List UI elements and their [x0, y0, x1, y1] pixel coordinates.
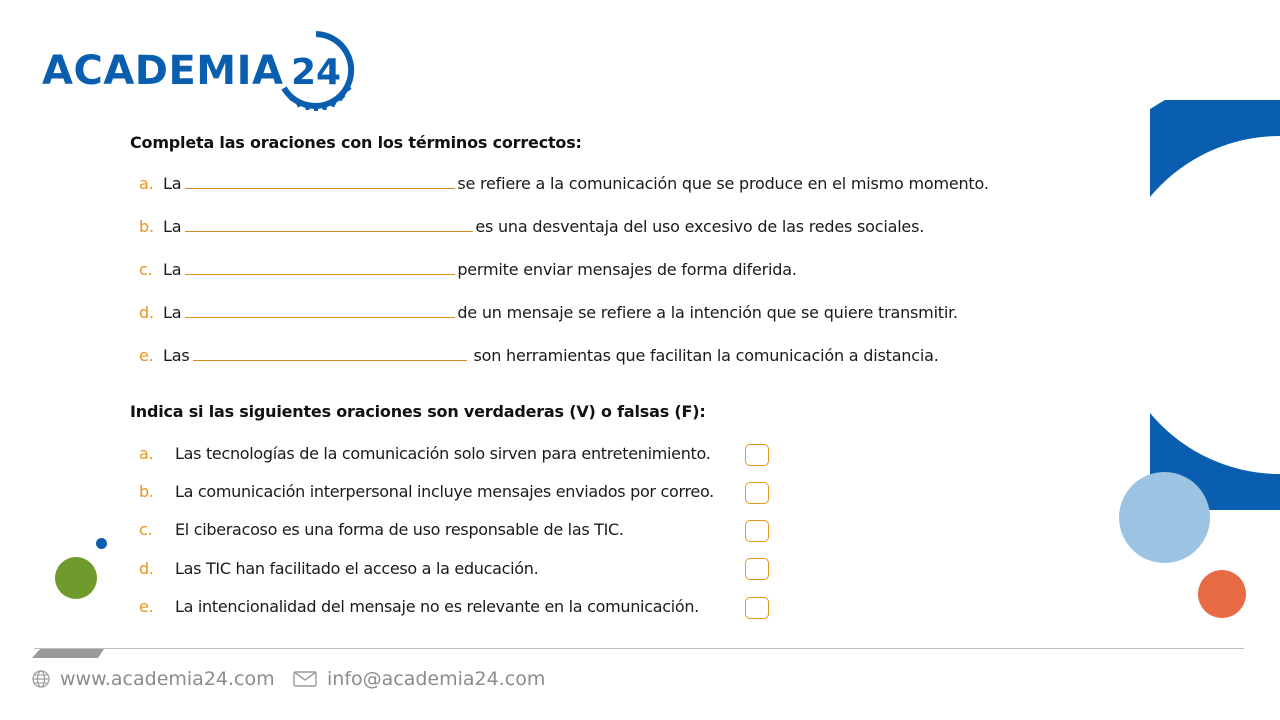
tf-item-d: [139, 559, 538, 578]
answer-blank-d[interactable]: [185, 301, 455, 318]
logo-24-badge: [274, 28, 358, 112]
answer-blank-c[interactable]: [185, 258, 455, 275]
academia24-logo: [42, 28, 372, 112]
fill-item-a: [139, 172, 989, 193]
item-letter: a.: [139, 174, 154, 193]
item-letter: c.: [139, 260, 153, 279]
item-text: Las TIC han facilitado el acceso a la educación.: [175, 559, 539, 578]
item-suffix: se refiere a la comunicación que se produce en el mismo momento.: [457, 174, 989, 193]
item-letter: a.: [139, 444, 154, 463]
item-text: La comunicación interpersonal incluye mensajes enviados por correo.: [175, 482, 714, 501]
item-text: La intencionalidad del mensaje no es relevante en la comunicación.: [175, 597, 699, 616]
fill-item-b: [139, 215, 924, 236]
footer-tab-shape: [32, 649, 104, 658]
item-prefix: La: [163, 303, 182, 322]
item-prefix: Las: [163, 346, 190, 365]
decorative-green-circle: [55, 557, 97, 599]
item-suffix: son herramientas que facilitan la comunicación a distancia.: [473, 346, 939, 365]
mail-icon: [293, 671, 317, 687]
item-suffix: permite enviar mensajes de forma diferida.: [457, 260, 797, 279]
fill-item-e: [139, 344, 939, 365]
item-text: El ciberacoso es una forma de uso responsable de las TIC.: [175, 520, 624, 539]
fill-item-d: [139, 301, 958, 322]
answer-blank-a[interactable]: [185, 172, 455, 189]
item-letter: e.: [139, 597, 154, 616]
tf-item-e: [139, 597, 699, 616]
item-letter: d.: [139, 559, 154, 578]
logo-brand-text: ACADEMIA: [42, 48, 284, 94]
item-letter: b.: [139, 217, 154, 236]
tf-checkbox-d[interactable]: [745, 558, 769, 580]
section2-title: Indica si las siguientes oraciones son verdaderas (V) o falsas (F):: [130, 402, 706, 421]
decorative-coral-circle: [1198, 570, 1246, 618]
item-text: Las tecnologías de la comunicación solo sirven para entretenimiento.: [175, 444, 711, 463]
tf-item-c: [139, 520, 624, 539]
logo-number: 24: [290, 52, 342, 93]
decorative-blue-dot: [96, 538, 107, 549]
answer-blank-e[interactable]: [193, 344, 467, 361]
section1-title: Completa las oraciones con los términos correctos:: [130, 133, 582, 152]
fill-item-c: [139, 258, 797, 279]
tf-item-b: [139, 482, 714, 501]
decorative-blue-arc: [1150, 100, 1280, 510]
decorative-light-blue-circle: [1119, 472, 1210, 563]
footer-divider: [34, 648, 1244, 649]
footer-website[interactable]: [32, 668, 275, 690]
item-prefix: La: [163, 260, 182, 279]
answer-blank-b[interactable]: [185, 215, 473, 232]
item-letter: c.: [139, 520, 153, 539]
item-letter: e.: [139, 346, 154, 365]
tf-checkbox-e[interactable]: [745, 597, 769, 619]
tf-checkbox-c[interactable]: [745, 520, 769, 542]
item-prefix: La: [163, 217, 182, 236]
item-letter: d.: [139, 303, 154, 322]
footer-email[interactable]: [293, 668, 545, 690]
tf-checkbox-a[interactable]: [745, 444, 769, 466]
tf-item-a: [139, 444, 711, 463]
globe-icon: [32, 670, 50, 688]
item-letter: b.: [139, 482, 154, 501]
item-suffix: es una desventaja del uso excesivo de las redes sociales.: [475, 217, 925, 236]
website-text: www.academia24.com: [60, 668, 275, 690]
tf-checkbox-b[interactable]: [745, 482, 769, 504]
email-text: info@academia24.com: [327, 668, 546, 690]
item-suffix: de un mensaje se refiere a la intención que se quiere transmitir.: [457, 303, 958, 322]
item-prefix: La: [163, 174, 182, 193]
